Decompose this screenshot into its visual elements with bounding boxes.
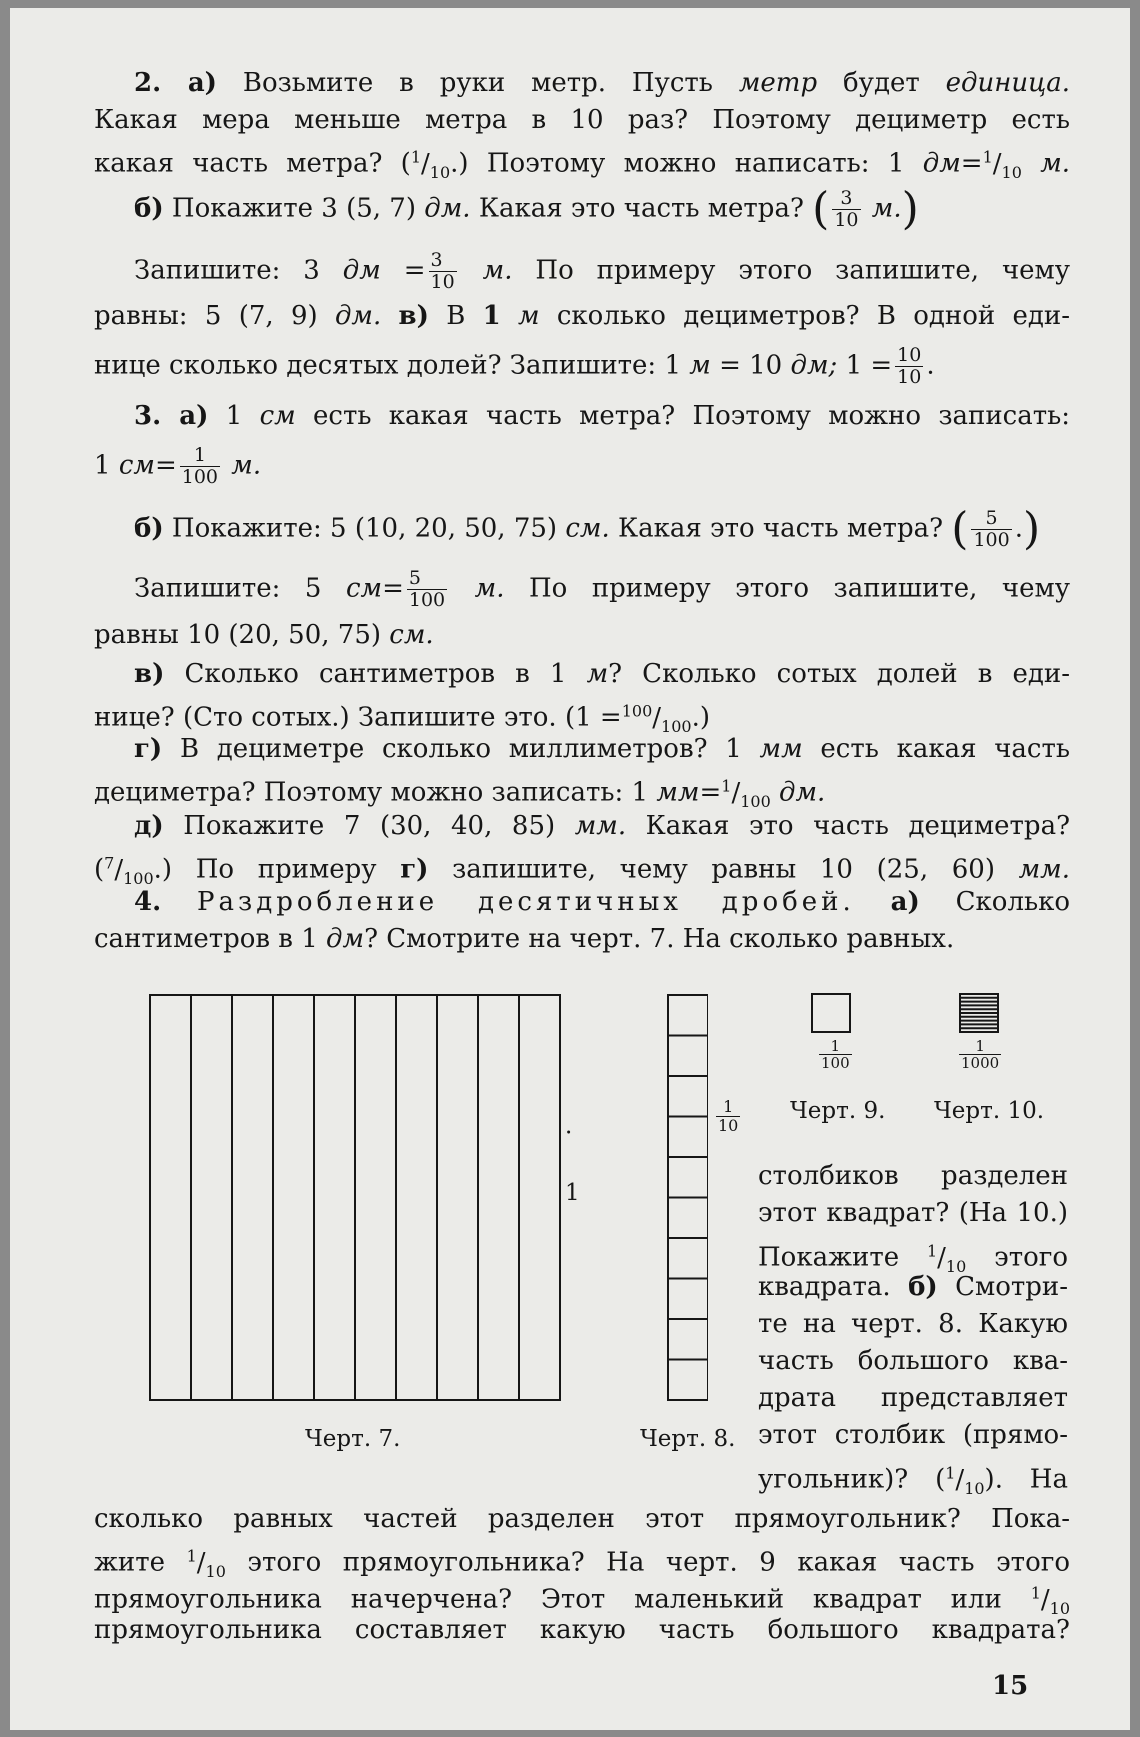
p3-a-line: 3. а) 1 см есть какая часть метра? Поэтому можно записать: <box>134 401 1071 431</box>
col-line-9: угольник)? $(^1/_{10})$. На <box>758 1463 1068 1498</box>
fig8-fraction-label: $\frac{1}{10}$ <box>718 1097 739 1135</box>
book-page <box>10 8 1130 1730</box>
bottom-line-1: сколько равных частей разделен этот прямоугольник? Пока- <box>94 1504 1070 1534</box>
p4-line2: сантиметров в 1 дм? Смотрите на черт. 7. На сколько равных. <box>94 924 955 954</box>
p3-a2-line: 1 см= $\frac{1}{100}$ м. <box>94 444 262 488</box>
page-number: 15 <box>992 1671 1029 1701</box>
fig9-caption: Черт. 9. <box>790 1098 886 1124</box>
col-line-3: Покажите $^1/_{10}$ этого <box>758 1241 1069 1276</box>
figure-10 <box>958 992 1000 1034</box>
fig8-row-lines <box>668 1036 708 1360</box>
col-line-8: этот столбик (прямо- <box>758 1420 1068 1450</box>
fig7-caption: Черт. 7. <box>305 1426 401 1452</box>
col-line-2: этот квадрат? (На 10.) <box>758 1198 1068 1228</box>
p2-line1: 2. а) Возьмите в руки метр. Пусть метр будет единица. <box>134 68 1071 98</box>
bottom-line-3: прямоугольника начерчена? Этот маленький квадрат или $^1/_{10}$ <box>94 1583 1071 1618</box>
p3-v2-line: нице? (Сто сотых.) Запишите это. $(1 =^{100}/_{100}.)$ <box>94 701 710 736</box>
p2-w1-line: Запишите: 3 дм = $\frac{3}{10}$ м. По примеру этого запишите, чему <box>134 249 1071 293</box>
col-line-1: столбиков разделен <box>758 1161 1068 1191</box>
p4-title-line: 4. Раздробление десятичных дробей. а) Сколько <box>134 887 1071 917</box>
p3-d2-line: $(^7/_{100}.)$ По примеру г) запишите, чему равны 10 (25, 60) мм. <box>94 853 1071 888</box>
fig9-square <box>812 994 850 1032</box>
figure-7 <box>140 990 573 1410</box>
bottom-line-2: жите $^1/_{10}$ этого прямоугольника? На черт. 9 какая часть этого <box>94 1546 1070 1581</box>
fig7-side-label: 1 <box>565 1180 580 1206</box>
p3-w1-line: Запишите: 5 см= $\frac{5}{100}$ м. По примеру этого запишите, чему <box>134 567 1071 611</box>
p2-line2: Какая мера меньше метра в 10 раз? Поэтому дециметр есть <box>94 105 1070 135</box>
figure-9 <box>810 992 852 1034</box>
col-line-6: часть большого ква- <box>758 1346 1068 1376</box>
fig7-dot: · <box>565 1120 573 1146</box>
p3-g2-line: дециметра? Поэтому можно записать: 1 $мм=^1/_{100}$ дм. <box>94 776 826 811</box>
col-line-5: те на черт. 8. Какую <box>758 1309 1068 1339</box>
p3-b-line: б) Покажите: 5 (10, 20, 50, 75) см. Какая это часть метра? ( $\frac{5}{100}$ .) <box>134 503 1041 555</box>
fig8-caption: Черт. 8. <box>640 1426 736 1452</box>
p2-w2-line: равны: 5 (7, 9) дм. в) В 1 м сколько дециметров? В одной еди- <box>94 301 1070 331</box>
p2-line3: какая часть метра? $(^1/_{10}.)$ Поэтому можно написать: 1 $дм=^1/_{10}$ м. <box>94 147 1071 182</box>
p2-w3-line: нице сколько десятых долей? Запишите: 1 м = 10 дм; 1 = $\frac{10}{10}$ . <box>94 344 935 388</box>
col-line-4: квадрата. б) Смотри- <box>758 1272 1068 1302</box>
p3-w2-line: равны 10 (20, 50, 75) см. <box>94 620 434 650</box>
p4-side-column <box>758 1158 1069 1498</box>
p3-v-line: в) Сколько сантиметров в 1 м? Сколько сотых долей в еди- <box>134 659 1071 689</box>
fig10-row-lines <box>960 998 998 1028</box>
fig10-caption: Черт. 10. <box>934 1098 1045 1124</box>
fig9-fraction-label: $\frac{1}{100}$ <box>821 1037 850 1072</box>
col-line-7: драта представляет <box>758 1383 1068 1413</box>
fig10-fraction-label: $\frac{1}{1000}$ <box>961 1037 1000 1072</box>
bottom-line-4: прямоугольника составляет какую часть большого квадрата? <box>94 1615 1070 1645</box>
p3-d-line: д) Покажите 7 (30, 40, 85) мм. Какая это часть дециметра? <box>134 811 1071 841</box>
fig7-column-lines <box>191 995 519 1400</box>
p3-g-line: г) В дециметре сколько миллиметров? 1 мм есть какая часть <box>134 734 1071 764</box>
figure-8 <box>658 990 708 1410</box>
p2-b-line: б) Покажите 3 (5, 7) дм. Какая это часть метра? ( $\frac{3}{10}$ м.) <box>134 183 919 235</box>
